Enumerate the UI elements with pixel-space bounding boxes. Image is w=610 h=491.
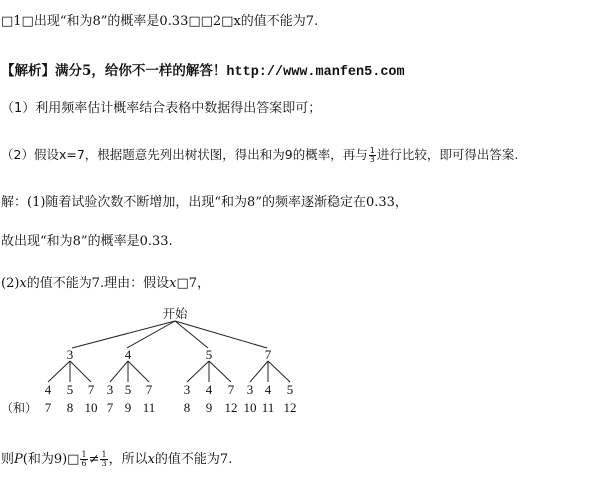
conclusion-frac1-den: 6	[81, 459, 87, 468]
tree-sum-value: 12	[224, 400, 238, 415]
tree-sum-value: 7	[106, 400, 114, 415]
step2-before: （2）假设x=7，根据题意先列出树状图，得出和为9的概率，再与	[1, 147, 368, 162]
solution2-x2: x	[169, 276, 177, 291]
step1-line	[1, 97, 321, 116]
tree-l2-node: 4	[264, 382, 272, 397]
solution1b-text: 故出现“和为8”的概率是0.33.	[1, 234, 173, 249]
conclusion-x: x	[147, 452, 155, 467]
tree-l2-node: 7	[227, 382, 235, 397]
tree-sum-value: 10	[84, 400, 98, 415]
tree-l2-node: 7	[87, 382, 95, 397]
tree-sum-value: 8	[66, 400, 74, 415]
step1-text: （1）利用频率估计概率结合表格中数据得出答案即可；	[1, 101, 322, 116]
solution2-c: □7，	[176, 276, 211, 291]
solution1b-line	[1, 230, 173, 249]
tree-l2-node: 4	[44, 382, 52, 397]
conclusion-line	[1, 448, 232, 468]
tree-l2-node: 5	[124, 382, 132, 397]
analysis-label: 【解析】满分5，给你不一样的解答！	[1, 63, 227, 79]
conclusion-frac2-num: 1	[101, 450, 107, 459]
tree-l2-node: 5	[66, 382, 74, 397]
tree-l1-node: 3	[66, 347, 74, 362]
tree-sum-value: 8	[183, 400, 191, 415]
conclusion-frac1	[80, 451, 87, 468]
step2-line	[1, 145, 518, 164]
tree-l2-node: 3	[183, 382, 191, 397]
solution2-a: (2)	[1, 276, 20, 291]
tree-sum-value: 9	[124, 400, 132, 415]
step2-frac-num: 1	[369, 146, 375, 155]
conclusion-frac2	[100, 451, 107, 468]
analysis-header	[1, 59, 405, 80]
tree-sum-value: 11	[261, 400, 275, 415]
tree-l2-node: 3	[246, 382, 254, 397]
tree-sum-value: 9	[205, 400, 213, 415]
conclusion-d: 的值不能为7.	[154, 452, 233, 467]
solution2-line	[1, 272, 210, 291]
conclusion-frac2-den: 3	[101, 459, 107, 468]
tree-l1-node: 5	[205, 347, 213, 362]
analysis-url: http://www.manfen5.com	[226, 65, 405, 80]
question-answer-line	[1, 10, 318, 29]
solution1-text: 解：(1)随着试验次数不断增加，出现“和为8”的频率逐渐稳定在0.33，	[1, 195, 408, 210]
question-answer-text: □1□出现“和为8”的概率是0.33□□2□x的值不能为7.	[1, 14, 319, 29]
tree-l2-node: 5	[286, 382, 294, 397]
tree-diagram	[0, 300, 610, 430]
tree-l2-node: 7	[145, 382, 153, 397]
step2-frac-den: 3	[369, 155, 375, 164]
tree-sum-value: 11	[142, 400, 156, 415]
conclusion-neq: ≠	[88, 452, 100, 467]
tree-sum-value: 10	[243, 400, 257, 415]
conclusion-p: P	[14, 452, 23, 467]
tree-l2-node: 4	[205, 382, 213, 397]
tree-sum-label: （和）	[1, 401, 38, 415]
solution2-b: 的值不能为7.理由：假设	[26, 276, 170, 291]
tree-sum-value: 12	[283, 400, 297, 415]
tree-lines	[48, 321, 290, 382]
conclusion-a: 则	[1, 452, 15, 467]
step2-fraction	[369, 147, 376, 164]
tree-l1-node: 4	[124, 347, 132, 362]
tree-l1-node: 7	[264, 347, 272, 362]
conclusion-b: (和为9)□	[22, 452, 80, 467]
tree-sum-value: 7	[44, 400, 52, 415]
conclusion-frac1-num: 1	[81, 450, 87, 459]
solution1-line	[1, 191, 408, 210]
step2-after: 进行比较，即可得出答案.	[376, 147, 519, 162]
conclusion-c: ，所以	[108, 452, 148, 467]
tree-root: 开始	[162, 306, 188, 321]
tree-l2-node: 3	[106, 382, 114, 397]
solution2-x: x	[19, 276, 27, 291]
